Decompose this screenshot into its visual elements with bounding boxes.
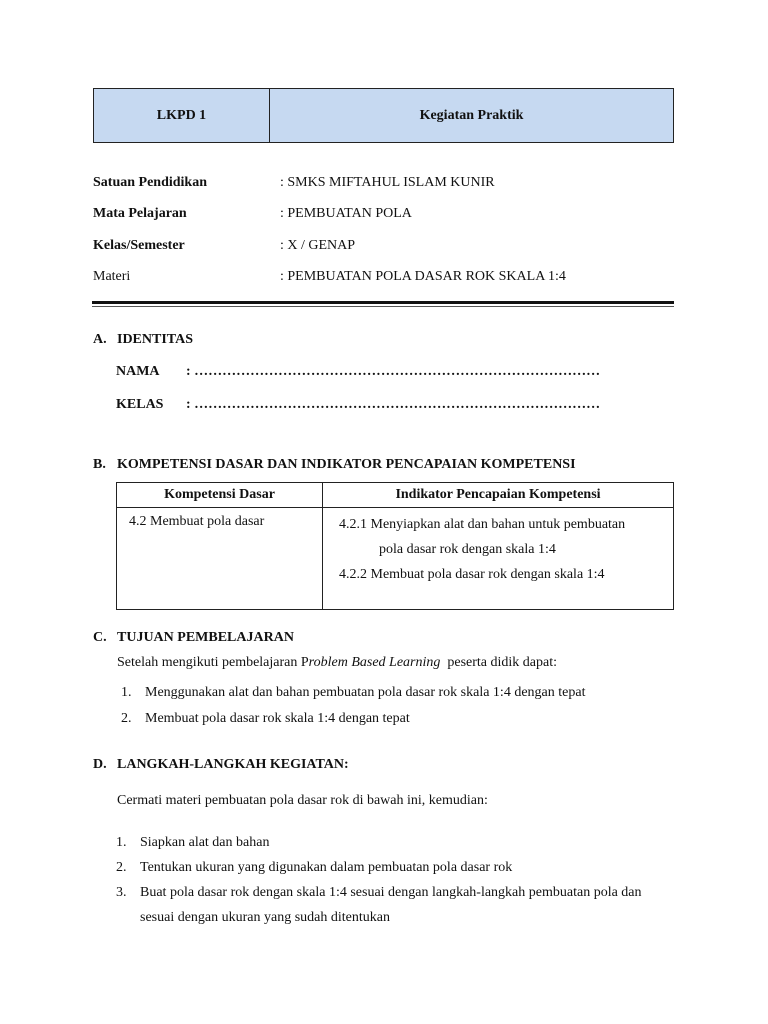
header-table — [93, 88, 674, 143]
table-row — [117, 508, 674, 610]
header-kegiatan: Kegiatan Praktik — [419, 107, 524, 123]
table-header-row — [117, 483, 674, 508]
list-item: 1. Menggunakan alat dan bahan pembuatan pola dasar rok skala 1:4 dengan tepat — [121, 685, 586, 700]
info-value: : PEMBUATAN POLA — [280, 206, 412, 221]
section-d-title: D. LANGKAH-LANGKAH KEGIATAN: — [93, 757, 349, 772]
section-b-title: B. KOMPETENSI DASAR DAN INDIKATOR PENCAPAIAN KOMPETENSI — [93, 457, 576, 472]
kelas-label: KELAS — [116, 397, 164, 412]
table-header: Kompetensi Dasar — [117, 483, 323, 508]
ipk-item: 4.2.2 Membuat pola dasar rok dengan skala 1:4 — [339, 567, 605, 582]
kompetensi-table — [116, 482, 674, 610]
nama-row — [116, 364, 600, 380]
list-item: 2. Membuat pola dasar rok skala 1:4 dengan tepat — [121, 711, 410, 726]
header-lkpd: LKPD 1 — [94, 89, 270, 142]
info-row-mapel — [93, 206, 412, 222]
info-value: : SMKS MIFTAHUL ISLAM KUNIR — [280, 175, 495, 190]
section-c-title: C. TUJUAN PEMBELAJARAN — [93, 630, 294, 645]
info-value: : X / GENAP — [280, 238, 356, 253]
info-row-satuan — [93, 175, 495, 191]
tujuan-list — [121, 680, 681, 732]
langkah-intro: Cermati materi pembuatan pola dasar rok di bawah ini, kemudian: — [117, 793, 488, 808]
kelas-row — [116, 397, 600, 413]
divider-thin — [92, 306, 674, 307]
list-item: 3. Buat pola dasar rok dengan skala 1:4 sesuai dengan langkah-langkah pembuatan pola dan sesuai dengan ukuran yang sudah ditentukan — [116, 885, 642, 925]
tujuan-intro: Setelah mengikuti pembelajaran Problem Based Learning peserta didik dapat: — [117, 655, 558, 670]
list-item: 1. Siapkan alat dan bahan — [116, 835, 270, 850]
info-label: Satuan Pendidikan — [93, 175, 207, 190]
ipk-item-cont: pola dasar rok dengan skala 1:4 — [379, 542, 556, 557]
info-label: Mata Pelajaran — [93, 206, 187, 221]
info-label: Kelas/Semester — [93, 238, 185, 253]
info-row-kelas — [93, 238, 355, 254]
ipk-cell — [323, 508, 674, 610]
kd-cell: 4.2 Membuat pola dasar — [117, 508, 323, 610]
nama-field[interactable]: : …………………………………………………………………………… — [186, 364, 601, 379]
langkah-list — [116, 830, 676, 930]
section-a-title: A. IDENTITAS — [93, 332, 193, 347]
list-item: 2. Tentukan ukuran yang digunakan dalam pembuatan pola dasar rok — [116, 860, 513, 875]
info-row-materi — [93, 269, 566, 285]
info-label: Materi — [93, 269, 131, 284]
info-value: : PEMBUATAN POLA DASAR ROK SKALA 1:4 — [280, 269, 566, 284]
ipk-item: 4.2.1 Menyiapkan alat dan bahan untuk pembuatan — [339, 517, 626, 532]
divider-thick — [92, 301, 674, 304]
kelas-field[interactable]: : …………………………………………………………………………… — [186, 397, 601, 412]
nama-label: NAMA — [116, 364, 160, 379]
table-header: Indikator Pencapaian Kompetensi — [323, 483, 674, 508]
